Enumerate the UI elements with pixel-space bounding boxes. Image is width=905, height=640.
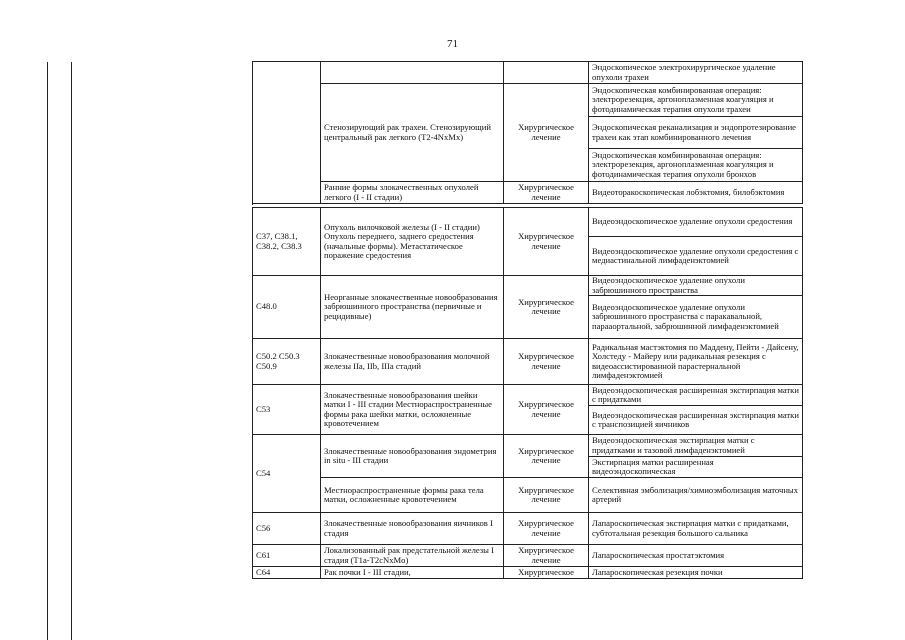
- treatment-cell-empty: [504, 62, 589, 84]
- condition-cell-empty: [321, 62, 504, 84]
- method-cell: Лапароскопическая простатэктомия: [589, 545, 803, 567]
- method-cell: Эндоскопическая реканализация и эндопротезирование трахеи как этап комбинированного лечения: [589, 117, 803, 149]
- condition-cell: Локализованный рак предстательной железы I стадия (T1a-T2cNxMo): [321, 545, 504, 567]
- treatment-table: [252, 61, 803, 204]
- method-cell: Видеоэндоскопическая экстирпация матки с придатками и тазовой лимфаденэктомией: [589, 435, 803, 457]
- treatment-cell: Хирургическое лечение: [504, 545, 589, 567]
- method-cell: Экстирпация матки расширенная видеоэндоскопическая: [589, 457, 803, 478]
- method-cell: Эндоскопическая комбинированная операция: электрорезекция, аргоноплазменная коагуляция и фотодинамическая терапия опухоли трахеи: [589, 84, 803, 117]
- code-cell: C54: [253, 435, 321, 513]
- code-cell: C48.0: [253, 276, 321, 339]
- method-cell: Видеоэндоскопическая расширенная экстирпация матки с транспозицией яичников: [589, 406, 803, 435]
- method-cell: Видеоторакоскопическая лобэктомия, билобэктомия: [589, 182, 803, 204]
- treatment-cell: Хирургическое лечение: [504, 182, 589, 204]
- method-cell: Эндоскопическая комбинированная операция: электрорезекция, аргоноплазменная коагуляция и фотодинамическая терапия опухоли бронхов: [589, 149, 803, 182]
- condition-cell: Местнораспространенные формы рака тела матки, осложненные кровотечением: [321, 478, 504, 513]
- method-cell: Радикальная мастэктомия по Маддену, Пейти - Дайсену, Холстеду - Майеру или радикальная резекция с видеоассистированной парастернальной лимфаденэктомией: [589, 339, 803, 385]
- treatment-cell: Хирургическое лечение: [504, 435, 589, 478]
- treatment-cell: Хирургическое лечение: [504, 478, 589, 513]
- treatment-cell: Хирургическое лечение: [504, 208, 589, 276]
- treatment-cell: Хирургическое лечение: [504, 385, 589, 435]
- method-cell: Видеоэндоскопическое удаление опухоли забрюшинного пространства: [589, 276, 803, 296]
- method-cell: Эндоскопическое электрохирургическое удаление опухоли трахеи: [589, 62, 803, 84]
- treatment-cell: Хирургическое: [504, 567, 589, 579]
- code-cell: C56: [253, 513, 321, 545]
- code-cell: C50.2 C50.3 C50.9: [253, 339, 321, 385]
- condition-cell: Ранние формы злокачественных опухолей легкого (I - II стадии): [321, 182, 504, 204]
- treatment-table-continued: [252, 207, 803, 579]
- condition-cell: Опухоль вилочковой железы (I - II стадии) Опухоль переднего, заднего средостения (начальные формы). Метастатическое поражение средостения: [321, 208, 504, 276]
- condition-cell: Неорганные злокачественные новообразования забрюшинного пространства (первичные и рецидивные): [321, 276, 504, 339]
- treatment-cell: Хирургическое лечение: [504, 513, 589, 545]
- condition-cell: Рак почки I - III стадии,: [321, 567, 504, 579]
- code-cell: C53: [253, 385, 321, 435]
- left-inner-line: [71, 62, 72, 640]
- page-number: 71: [447, 38, 458, 50]
- left-margin-line: [47, 62, 48, 640]
- code-cell: C37, C38.1, C38.2, C38.3: [253, 208, 321, 276]
- condition-cell: Злокачественные новообразования шейки матки I - III стадии Местнораспространенные формы рака шейки матки, осложненные кровотечением: [321, 385, 504, 435]
- method-cell: Лапароскопическая резекция почки: [589, 567, 803, 579]
- treatment-cell: Хирургическое лечение: [504, 84, 589, 182]
- condition-cell: Злокачественные новообразования эндометрия in situ - III стадии: [321, 435, 504, 478]
- condition-cell: Злокачественные новообразования яичников I стадия: [321, 513, 504, 545]
- code-cell: C61: [253, 545, 321, 567]
- treatment-cell: Хирургическое лечение: [504, 339, 589, 385]
- code-cell-empty: [253, 62, 321, 204]
- condition-cell: Стенозирующий рак трахеи. Стенозирующий центральный рак легкого (T2-4NxMx): [321, 84, 504, 182]
- treatment-cell: Хирургическое лечение: [504, 276, 589, 339]
- method-cell: Видеоэндоскопическое удаление опухоли средостения: [589, 208, 803, 237]
- condition-cell: Злокачественные новообразования молочной железы IIa, IIb, IIIa стадий: [321, 339, 504, 385]
- method-cell: Селективная эмболизация/химиоэмболизация маточных артерий: [589, 478, 803, 513]
- method-cell: Видеоэндоскопическое удаление опухоли средостения с медиастинальной лимфаденэктомией: [589, 237, 803, 276]
- method-cell: Видеоэндоскопическая расширенная экстирпация матки с придатками: [589, 385, 803, 406]
- method-cell: Лапароскопическая экстирпация матки с придатками, субтотальная резекция большого сальника: [589, 513, 803, 545]
- code-cell: C64: [253, 567, 321, 579]
- method-cell: Видеоэндоскопическое удаление опухоли забрюшинного пространства с паракавальной, парааортальной, забрюшинной лимфаденэктомией: [589, 296, 803, 339]
